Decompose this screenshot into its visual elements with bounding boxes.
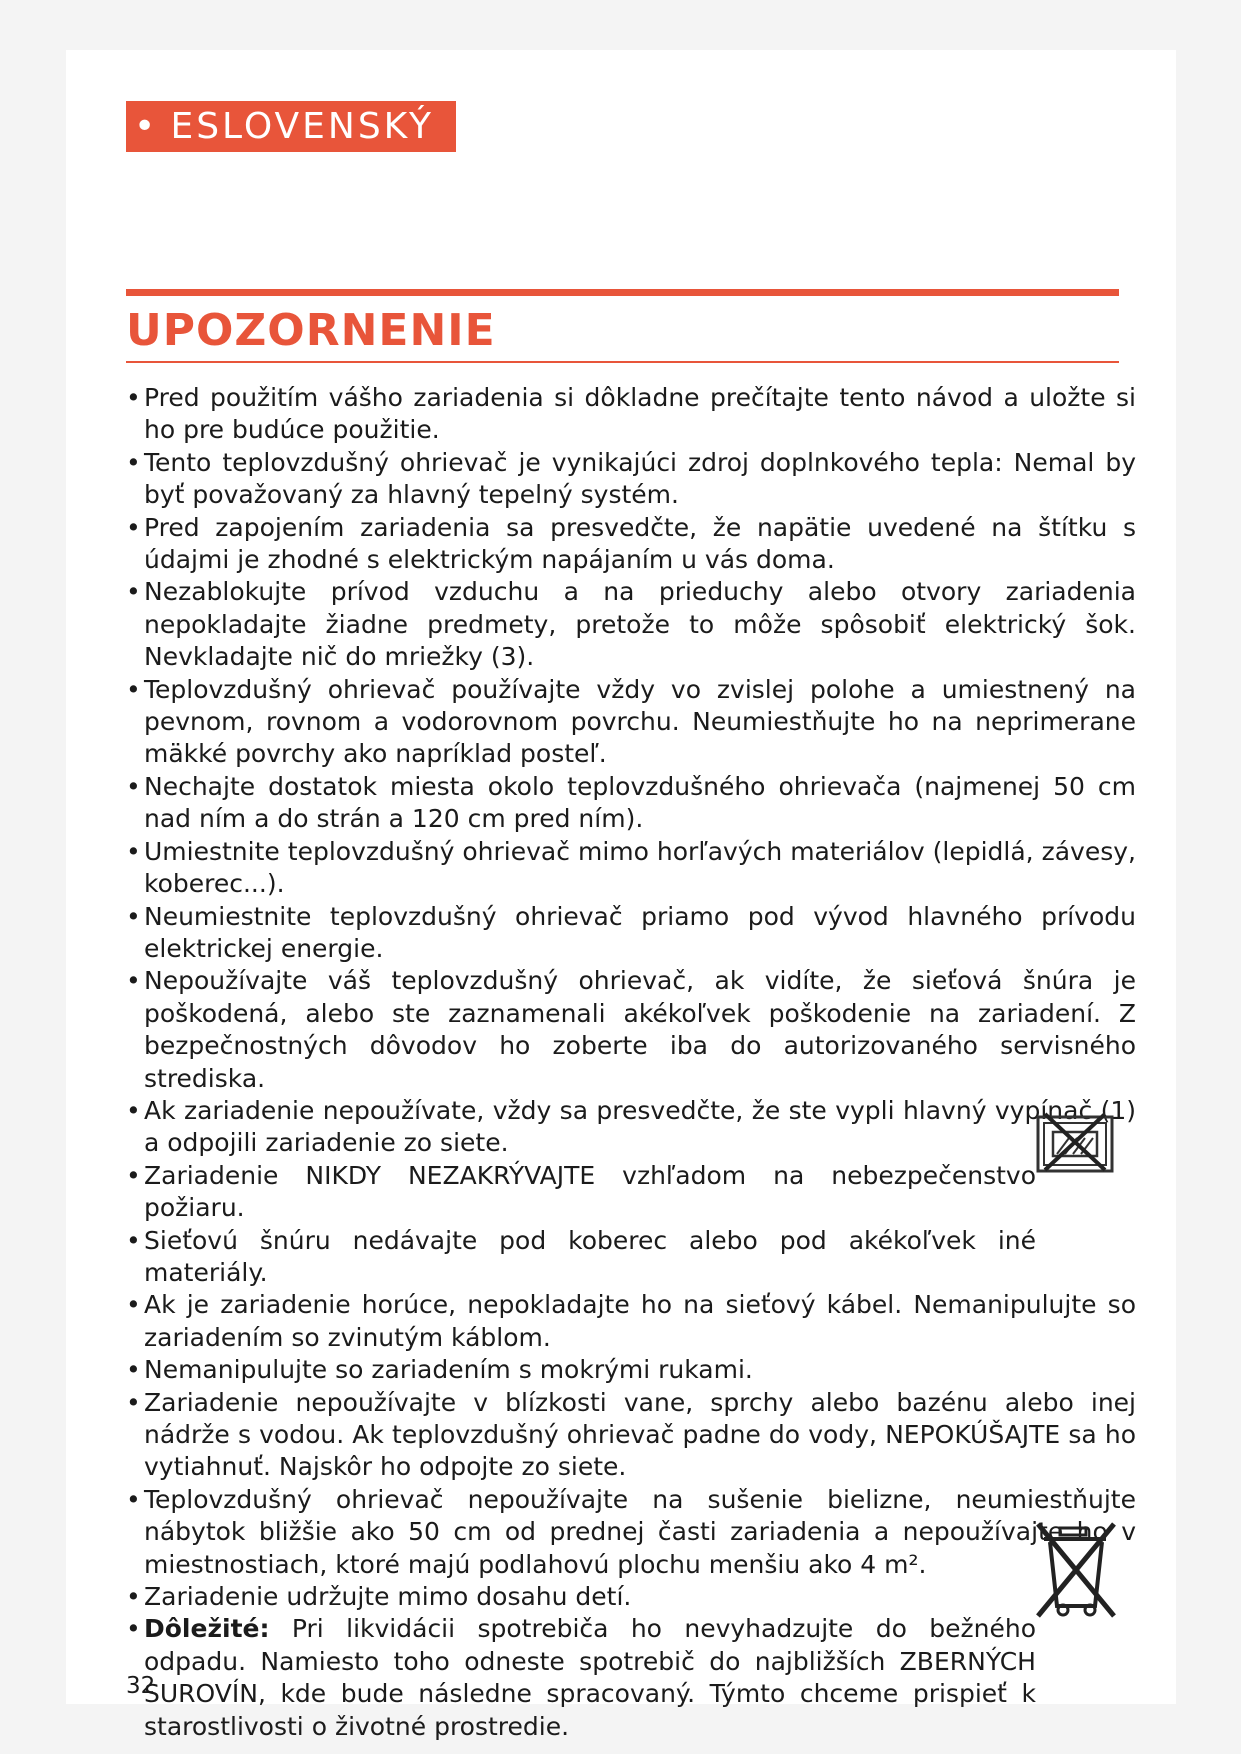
- warning-item: • Zariadenie NIKDY NEZAKRÝVAJTE vzhľadom na nebezpečenstvo požiaru.: [126, 1160, 1036, 1223]
- title-rule-bottom: [126, 361, 1119, 363]
- warning-item: • Zariadenie nepoužívajte v blízkosti vane, sprchy alebo bazénu alebo inej nádrže s vodou. Ak teplovzdušný ohrievač padne do vody, NEPOKÚŠAJTE sa ho vytiahnuť. Najskôr ho odpojte zo siete.: [126, 1387, 1136, 1482]
- language-tag-bullet: •: [134, 106, 159, 147]
- warning-item: • Sieťovú šnúru nedávajte pod koberec alebo pod akékoľvek iné materiály.: [126, 1225, 1036, 1287]
- warning-item: • Pred použitím vášho zariadenia si dôkladne prečítajte tento návod a uložte si ho pre budúce použitie.: [126, 383, 1136, 445]
- disposal-note: • Dôležité: Pri likvidácii spotrebiča ho nevyhadzujte do bežného odpadu. Namiesto toho odneste spotrebič do najbližších ZBERNÝCH SUROVÍN, kde bude následne spracovaný. Týmto chceme prispieť k starostlivosti o životné prostredie.: [126, 1614, 1037, 1741]
- language-tag: [126, 101, 456, 152]
- warning-item: • Nemanipulujte so zariadením s mokrými rukami.: [126, 1355, 753, 1385]
- warning-item: • Teplovzdušný ohrievač nepoužívajte na sušenie bielizne, neumiestňujte nábytok bližšie ako 50 cm od prednej časti zariadenia a nepoužívajte ho v miestnostiach, ktoré majú podlahovú plochu menšiu ako 4 m².: [126, 1484, 1136, 1579]
- warning-item: • Ak je zariadenie horúce, nepokladajte ho na sieťový kábel. Nemanipulujte so zariadením so zvinutým káblom.: [126, 1290, 1136, 1352]
- warning-item: • Pred zapojením zariadenia sa presvedčte, že napätie uvedené na štítku s údajmi je zhodné s elektrickým napájaním u vás doma.: [126, 512, 1136, 575]
- warning-item: • Nepoužívajte váš teplovzdušný ohrievač, ak vidíte, že sieťová šnúra je poškodená, alebo ste zaznamenali akékoľvek poškodenie na zariadení. Z bezpečnostných dôvodov ho zoberte iba do autorizovaného servisného strediska.: [126, 966, 1136, 1093]
- crossed-out-bin-icon: [1030, 1518, 1122, 1620]
- warning-item: • Neumiestnite teplovzdušný ohrievač priamo pod vývod hlavného prívodu elektrickej energie.: [126, 901, 1136, 963]
- section-title: UPOZORNENIE: [126, 305, 496, 356]
- do-not-cover-icon: [1035, 1110, 1115, 1174]
- language-tag-label: ESLOVENSKÝ: [170, 106, 434, 147]
- warning-item: • Umiestnite teplovzdušný ohrievač mimo horľavých materiálov (lepidlá, závesy, koberec...).: [126, 836, 1136, 899]
- disposal-label: Dôležité:: [144, 1614, 270, 1644]
- warnings-list: [126, 382, 1136, 1743]
- warning-item: • Nechajte dostatok miesta okolo teplovzdušného ohrievača (najmenej 50 cm nad ním a do strán a 120 cm pred ním).: [126, 771, 1136, 834]
- warning-item: • Ak zariadenie nepoužívate, vždy sa presvedčte, že ste vypli hlavný vypínač (1) a odpojili zariadenie zo siete.: [126, 1095, 1136, 1158]
- warning-item: • Teplovzdušný ohrievač používajte vždy vo zvislej polohe a umiestnený na pevnom, rovnom a vodorovnom povrchu. Neumiestňujte ho na neprimerane mäkké povrchy ako napríklad posteľ.: [126, 674, 1136, 769]
- disposal-text: Pri likvidácii spotrebiča ho nevyhadzujte do bežného odpadu. Namiesto toho odneste spotrebič do najbližších ZBERNÝCH SUROVÍN, kde bude následne spracovaný. Týmto chceme prispieť k starostlivosti o životné prostredie.: [144, 1614, 1037, 1741]
- warning-item: • Tento teplovzdušný ohrievač je vynikajúci zdroj doplnkového tepla: Nemal by byť považovaný za hlavný tepelný systém.: [126, 447, 1136, 510]
- warning-item: • Nezablokujte prívod vzduchu a na prieduchy alebo otvory zariadenia nepokladajte žiadne predmety, pretože to môže spôsobiť elektrický šok. Nevkladajte nič do mriežky (3).: [126, 577, 1136, 672]
- page-number: 32: [126, 1673, 156, 1699]
- title-rule-top: [126, 289, 1119, 296]
- warning-item: • Zariadenie udržujte mimo dosahu detí.: [126, 1582, 632, 1612]
